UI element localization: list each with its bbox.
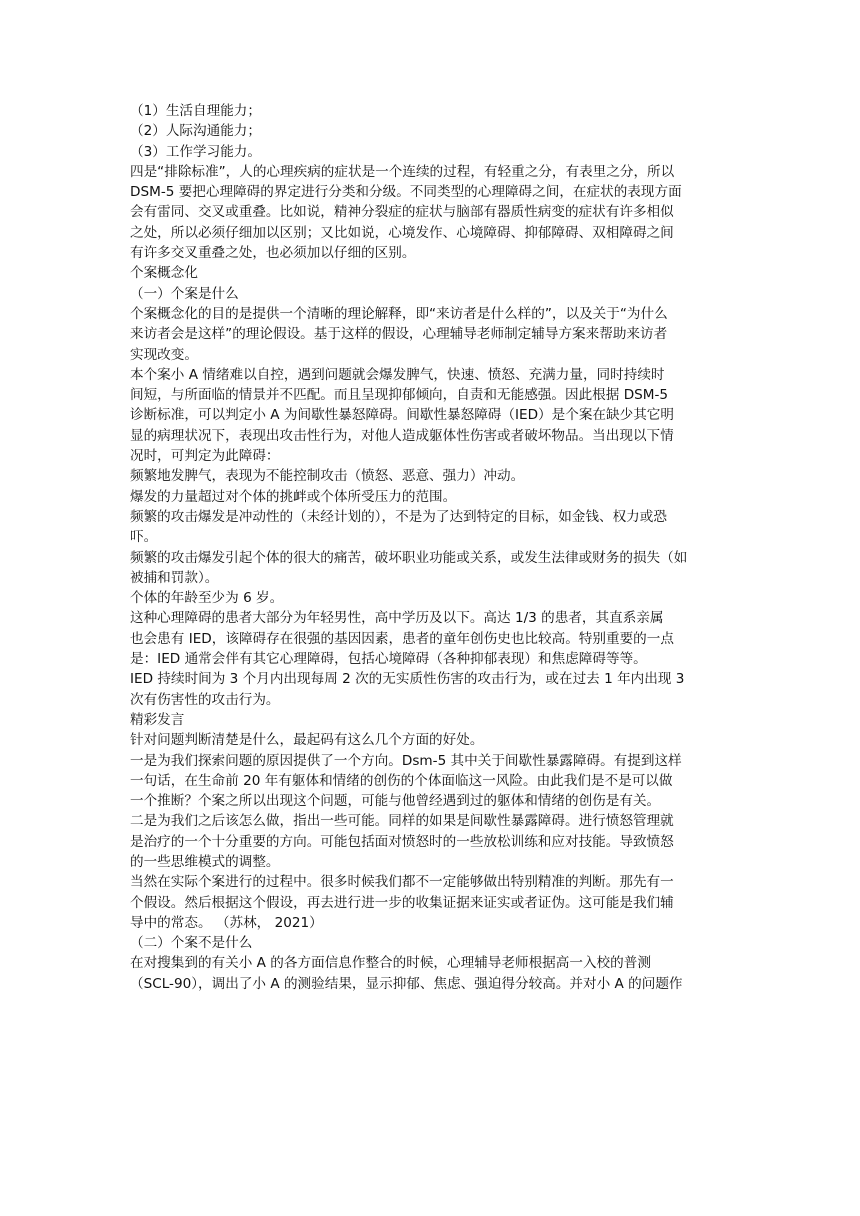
text-line: 四是“排除标准”，人的心理疾病的症状是一个连续的过程，有轻重之分，有表里之分，所以 [130,163,675,180]
text-line: 本个案小 A 情绪难以自控，遇到问题就会爆发脾气，快速、愤怒、充满力量，同时持续时 [130,366,665,383]
text-line: 来访者会是这样”的理论假设。基于这样的假设，心理辅导老师制定辅导方案来帮助来访者 [130,326,668,343]
text-line: 是治疗的一个十分重要的方向。可能包括面对愤怒时的一些放松训练和应对技能。导致愤怒 [130,833,674,850]
text-line: （1）生活自理能力； [130,103,261,119]
text-line: 也会患有 IED，该障碍存在很强的基因因素，患者的童年创伤史也比较高。特别重要的一点 [130,630,674,647]
text-line: 诊断标准，可以判定小 A 为间歇性暴怒障碍。间歇性暴怒障碍（IED）是个案在缺少其它明 [130,407,674,424]
text-line: （SCL-90），调出了小 A 的测验结果，显示抑郁、焦虑、强迫得分较高。并对小 A 的问题作 [130,975,683,992]
text-line: （一）个案是什么 [130,285,239,302]
text-line: 是：IED 通常会伴有其它心理障碍，包括心境障碍（各种抑郁表现）和焦虑障碍等等。 [130,651,647,668]
text-line: 的一些思维模式的调整。 [130,853,280,870]
text-line: 被捕和罚款）。 [130,569,219,586]
text-line: 况时，可判定为此障碍： [130,448,280,465]
text-line: 实现改变。 [130,346,198,363]
text-line: 这种心理障碍的患者大部分为年轻男性，高中学历及以下。高达 1/3 的患者，其直系亲属 [130,610,664,627]
text-line: 一句话，在生命前 20 年有躯体和情绪的创伤的个体面临这一风险。由此我们是不是可以做 [130,772,673,789]
text-line: （二）个案不是什么 [130,935,253,952]
text-line: 频繁地发脾气，表现为不能控制攻击（愤怒、恶意、强力）冲动。 [130,468,525,485]
text-line: 有许多交叉重叠之处，也必须加以仔细的区别。 [130,245,416,262]
text-line: 二是为我们之后该怎么做，指出一些可能。同样的如果是间歇性暴露障碍。进行愤怒管理就 [130,813,674,830]
text-line: 当然在实际个案进行的过程中。很多时候我们都不一定能够做出特别精准的判断。那先有一 [130,874,674,891]
text-line: 个体的年龄至少为 6 岁。 [130,590,284,607]
text-line: 精彩发言 [130,711,185,728]
text-line: 导中的常态。 （苏林， 2021） [130,914,323,931]
text-line: 间短，与所面临的情景并不匹配。而且呈现抑郁倾向，自责和无能感强。因此根据 DSM-5 [130,387,669,404]
text-line: 针对问题判断清楚是什么，最起码有这么几个方面的好处。 [130,732,484,749]
text-line: 爆发的力量超过对个体的挑衅或个体所受压力的范围。 [130,488,457,505]
text-line: 之处，所以必须仔细加以区别；又比如说，心境发作、心境障碍、抑郁障碍、双相障碍之间 [130,224,674,241]
text-line: 个案概念化 [130,265,198,282]
text-line: 一个推断？个案之所以出现这个问题，可能与他曾经遇到过的躯体和情绪的创伤是有关。 [130,793,661,810]
text-line: 一是为我们探索问题的原因提供了一个方向。Dsm-5 其中关于间歇性暴露障碍。有提到这样 [130,752,682,769]
text-line: 会有雷同、交叉或重叠。比如说，精神分裂症的症状与脑部有器质性病变的症状有许多相似 [130,204,674,221]
text-line: 频繁的攻击爆发是冲动性的（未经计划的），不是为了达到特定的目标，如金钱、权力或恐 [130,508,667,525]
text-line: （3）工作学习能力。 [130,143,261,160]
text-line: 个案概念化的目的是提供一个清晰的理论解释，即“来访者是什么样的”，以及关于“为什么 [130,305,668,322]
document-body [130,101,730,994]
text-line: 次有伤害性的攻击行为。 [130,691,280,708]
text-line: DSM-5 要把心理障碍的界定进行分类和分级。不同类型的心理障碍之间，在症状的表现方面 [130,184,682,201]
text-line: 个假设。然后根据这个假设，再去进行进一步的收集证据来证实或者证伪。这可能是我们辅 [130,894,674,911]
text-line: 在对搜集到的有关小 A 的各方面信息作整合的时候，心理辅导老师根据高一入校的普测 [130,955,651,972]
text-line: 吓。 [130,529,158,546]
text-line: IED 持续时间为 3 个月内出现每周 2 次的无实质性伤害的攻击行为，或在过去 1 年内出现 3 [130,671,685,688]
text-line: 显的病理状况下，表现出攻击性行为，对他人造成躯体性伤害或者破坏物品。当出现以下情 [130,427,674,444]
text-line: （2）人际沟通能力； [130,123,261,140]
text-line: 频繁的攻击爆发引起个体的很大的痛苦，破坏职业功能或关系，或发生法律或财务的损失（如 [130,549,688,566]
